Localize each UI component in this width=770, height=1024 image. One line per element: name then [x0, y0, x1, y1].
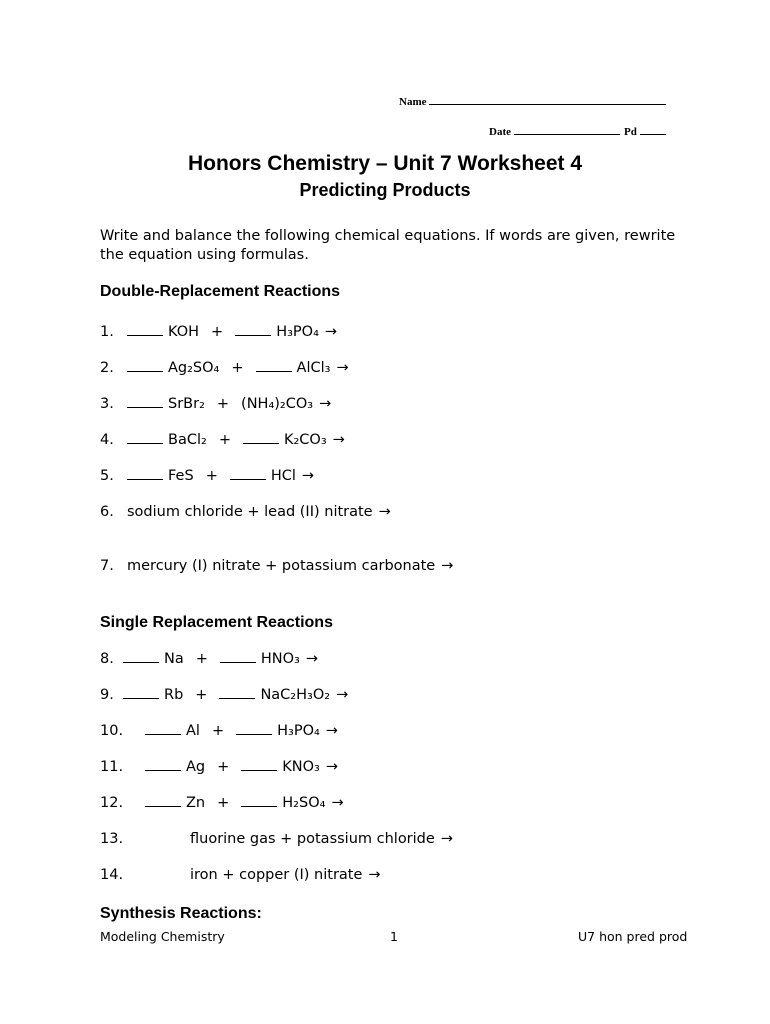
pd-label: Pd — [624, 126, 637, 138]
arrow-icon: → — [325, 759, 339, 775]
coefficient-blank — [127, 323, 163, 336]
arrow-icon: → — [325, 723, 338, 739]
arrow-icon: → — [440, 831, 453, 847]
problem-5: 5. FeS + HCl → — [100, 468, 315, 484]
single-replacement-heading: Single Replacement Reactions — [100, 614, 333, 631]
date-label: Date — [489, 126, 511, 138]
problem-1: 1. KOH + H₃PO₄ → — [100, 324, 338, 340]
coefficient-blank — [127, 359, 163, 372]
synthesis-heading: Synthesis Reactions: — [100, 905, 262, 922]
coefficient-blank — [241, 758, 277, 771]
problem-10: 10. Al + H₃PO₄ → — [100, 723, 338, 739]
arrow-icon: → — [368, 867, 381, 883]
coefficient-blank — [219, 686, 255, 699]
problem-9: 9. Rb + NaC₂H₃O₂ → — [100, 687, 349, 703]
date-pd-field — [489, 124, 666, 138]
coefficient-blank — [123, 686, 159, 699]
footer-left: Modeling Chemistry — [100, 929, 225, 944]
coefficient-blank — [236, 722, 272, 735]
arrow-icon: → — [305, 651, 319, 667]
coefficient-blank — [243, 431, 279, 444]
coefficient-blank — [145, 722, 181, 735]
coefficient-blank — [241, 794, 277, 807]
date-blank — [514, 124, 620, 135]
problem-12: 12. Zn + H₂SO₄ → — [100, 795, 344, 811]
problem-4: 4. BaCl₂ + K₂CO₃ → — [100, 432, 345, 448]
double-replacement-heading: Double-Replacement Reactions — [100, 283, 341, 300]
problem-8: 8. Na + HNO₃ → — [100, 651, 319, 667]
arrow-icon: → — [441, 558, 454, 574]
name-blank — [429, 94, 666, 105]
arrow-icon: → — [331, 795, 344, 811]
problem-7: 7. mercury (I) nitrate + potassium carbonate → — [100, 558, 454, 574]
name-label: Name — [399, 96, 427, 108]
coefficient-blank — [230, 467, 266, 480]
footer-right: U7 hon pred prod — [578, 929, 688, 944]
coefficient-blank — [220, 650, 256, 663]
coefficient-blank — [127, 395, 163, 408]
problem-13: 13. fluorine gas + potassium chloride → — [100, 831, 453, 847]
coefficient-blank — [127, 431, 163, 444]
arrow-icon: → — [301, 468, 315, 484]
problem-6: 6. sodium chloride + lead (II) nitrate → — [100, 504, 391, 520]
problem-3: 3. SrBr₂ + (NH₄)₂CO₃ → — [100, 396, 332, 412]
pd-blank — [640, 124, 666, 135]
page-subtitle: Predicting Products — [299, 180, 471, 200]
arrow-icon: → — [378, 504, 391, 520]
coefficient-blank — [256, 359, 292, 372]
problem-14: 14. iron + copper (I) nitrate → — [100, 867, 381, 883]
coefficient-blank — [145, 758, 181, 771]
arrow-icon: → — [332, 432, 345, 448]
page-title: Honors Chemistry – Unit 7 Worksheet 4 — [187, 152, 583, 175]
coefficient-blank — [145, 794, 181, 807]
coefficient-blank — [123, 650, 159, 663]
instructions: Write and balance the following chemical equations. If words are given, rewrite the equation using formulas. — [100, 228, 676, 263]
coefficient-blank — [127, 467, 163, 480]
problem-11: 11. Ag + KNO₃ → — [100, 759, 339, 775]
name-field — [399, 94, 666, 108]
arrow-icon: → — [336, 687, 349, 703]
arrow-icon: → — [319, 396, 332, 412]
arrow-icon: → — [324, 324, 338, 340]
arrow-icon: → — [336, 360, 349, 376]
page-number: 1 — [390, 929, 398, 944]
problem-2: 2. Ag₂SO₄ + AlCl₃ → — [100, 360, 349, 376]
coefficient-blank — [235, 323, 271, 336]
